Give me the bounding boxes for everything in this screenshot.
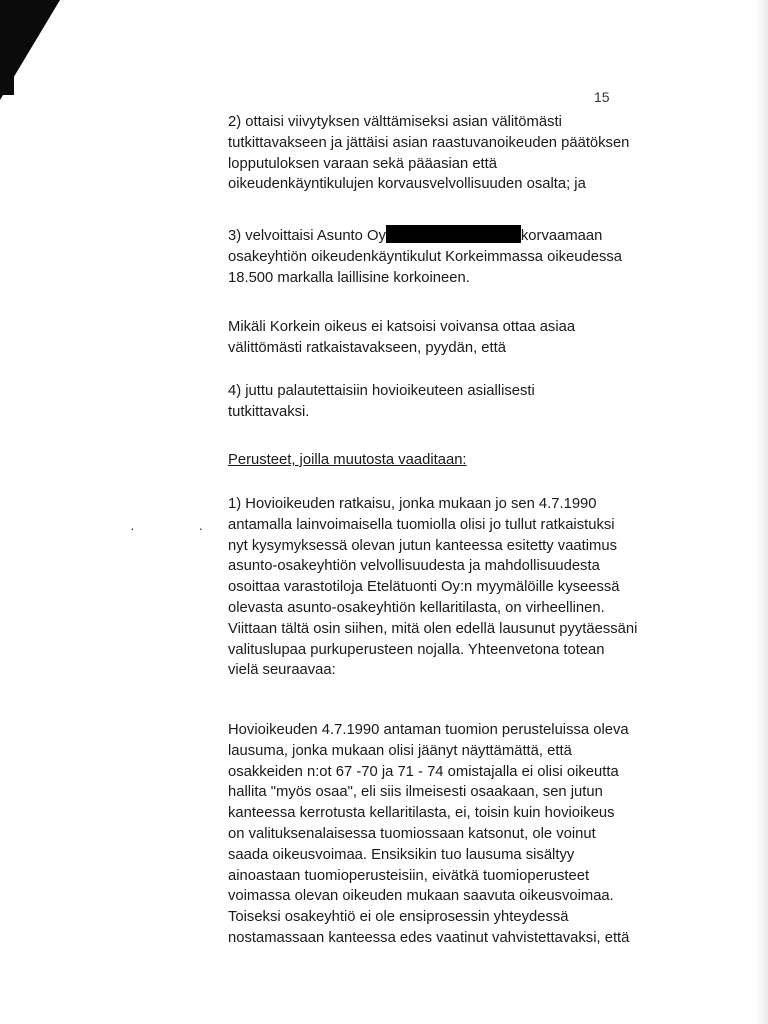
text-line: voimassa olevan oikeuden mukaan saavuta oikeusvoimaa. [228,888,614,905]
paragraph-item-2 [228,112,638,195]
page-number: 15 [594,89,610,105]
text-line: oikeudenkäyntikulujen korvausvelvollisuuden osalta; ja [228,176,586,193]
paragraph-reason-1 [228,494,638,681]
paragraph-item-4 [228,381,638,423]
scan-page-edge [756,0,768,1024]
text-line: valituslupaa purkuperusteen nojalla. Yhteenvetona totean [228,641,605,658]
text-line: tutkittavaksi. [228,403,310,420]
text-line: olevasta asunto-osakeyhtiön kellaritilasta, on virheellinen. [228,599,605,616]
text-line: korvaamaan [520,228,603,244]
text-line: lausuma, jonka mukaan olisi jäänyt näyttämättä, että [228,742,572,759]
text-line: tutkittavakseen ja jättäisi asian raastuvanoikeuden päätöksen [228,134,630,151]
text-line: välittömästi ratkaistavakseen, pyydän, että [228,339,506,356]
text-line: 4) juttu palautettaisiin hovioikeuteen asiallisesti [228,383,535,399]
text-line: hallita "myös osaa", eli siis ilmeisesti osaakaan, sen jutun [228,784,603,801]
text-line: nyt kysymyksessä olevan jutun kanteessa esitetty vaatimus [228,537,618,554]
paragraph-item-3 [228,225,638,288]
paragraph-final [228,720,638,949]
text-line: nostamassaan kanteessa edes vaatinut vahvistettavaksi, että [228,929,630,946]
text-line: ainoastaan tuomioperusteisiin, eivätkä tuomioperusteet [228,867,590,884]
text-line: vielä seuraavaa: [228,662,336,679]
scan-shadow-edge [0,0,14,95]
scan-specks: · · [130,520,234,536]
paragraph-conditional [228,317,638,359]
text-line: 3) velvoittaisi Asunto Oy [228,228,386,244]
text-line: osakkeiden n:ot 67 -70 ja 71 - 74 omistajalla ei olisi oikeutta [228,763,619,780]
redaction-bar [386,225,521,243]
text-line: 1) Hovioikeuden ratkaisu, jonka mukaan jo sen 4.7.1990 [228,496,597,512]
text-line: Hovioikeuden 4.7.1990 antaman tuomion perusteluissa oleva [228,722,629,738]
text-line: asunto-osakeyhtiön velvollisuudesta ja mahdollisuudesta [228,558,600,575]
text-line: Mikäli Korkein oikeus ei katsoisi voivansa ottaa asiaa [228,319,576,335]
text-line [228,225,638,247]
text-line: saada oikeusvoimaa. Ensiksikin tuo lausuma sisältyy [228,846,575,863]
text-line: antamalla lainvoimaisella tuomiolla olisi jo tullut ratkaistuksi [228,516,615,533]
text-line: Toiseksi osakeyhtiö ei ole ensiprosessin yhteydessä [228,909,569,926]
text-line: 2) ottaisi viivytyksen välttämiseksi asian välitömästi [228,114,562,130]
text-line: osakeyhtiön oikeudenkäyntikulut Korkeimmassa oikeudessa [228,248,622,265]
text-line: lopputuloksen varaan sekä pääasian että [228,155,498,172]
section-heading: Perusteet, joilla muutosta vaaditaan: [228,452,467,468]
text-line: Viittaan tältä osin siihen, mitä olen edellä lausunut pyytäessäni [228,620,638,637]
text-line: osoittaa varastotiloja Etelätuonti Oy:n myymälöille kyseessä [228,579,620,596]
text-line: kanteessa kerrotusta kellaritilasta, ei, toisin kuin hovioikeus [228,805,615,822]
text-line: on valituksenalaisessa tuomiossaan katsonut, ole voinut [228,825,596,842]
text-line: 18.500 markalla laillisine korkoineen. [228,269,470,286]
